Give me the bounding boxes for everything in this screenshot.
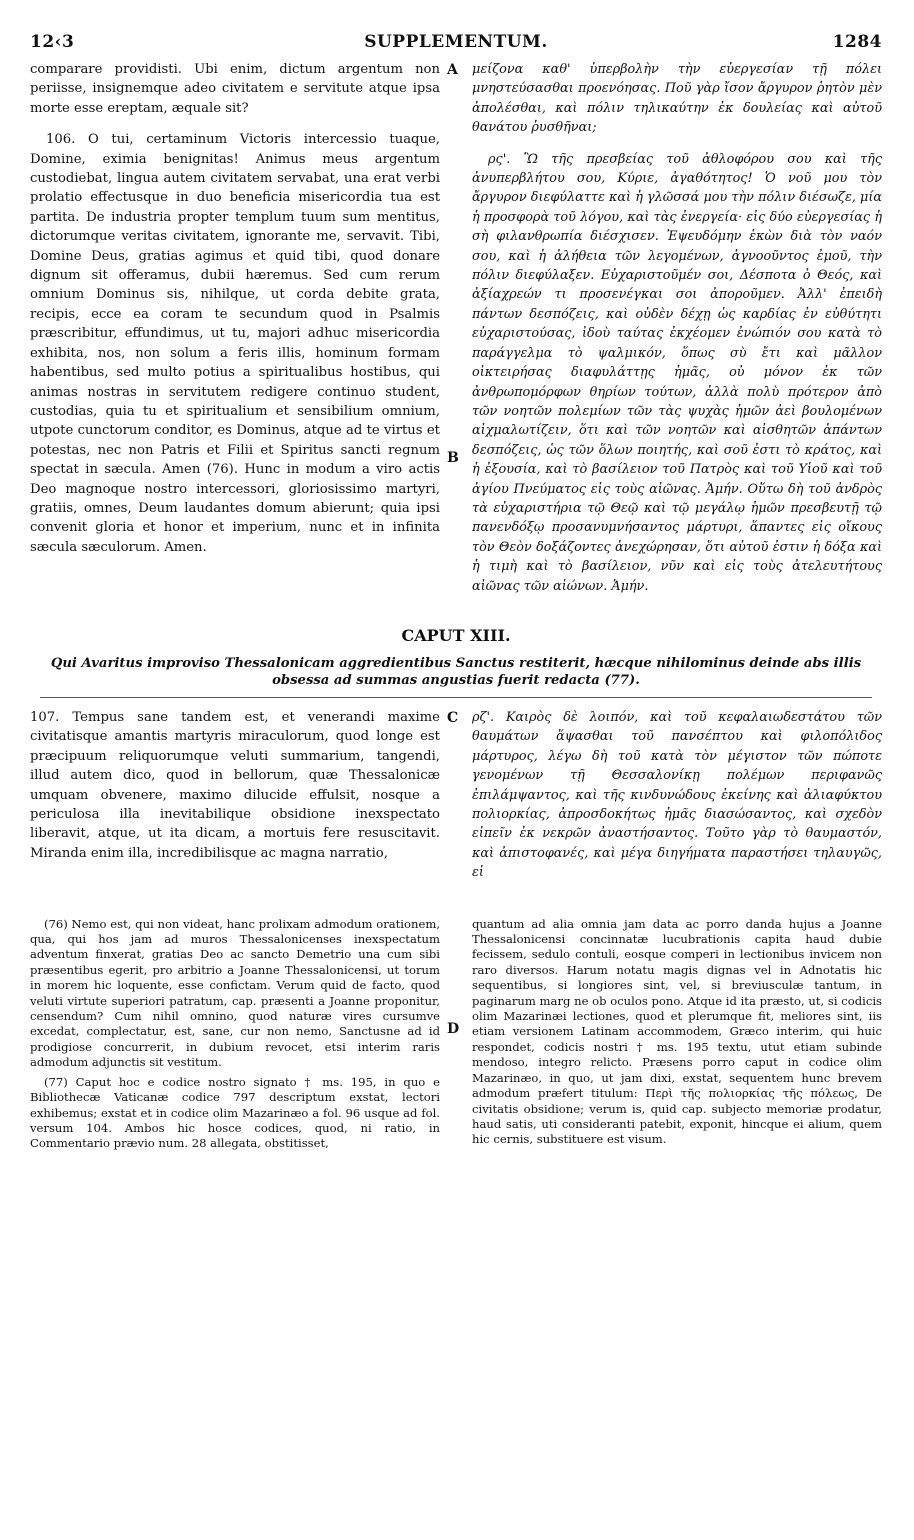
page-number-right: 1284 <box>832 32 882 52</box>
footnote-77: (77) Caput hoc e codice nostro signato † ms. 195, in quo e Bibliothecæ Vaticanæ codice 797 descriptum exstat, lectori exhibemus; exstat et in codice olim Mazarinæo a fol. 96 usque ad fol. versum 104. Ambos hic hosce codices, quod, ni ratio, in Commentario prævio num. 28 allegata, obstitisset, <box>30 1074 440 1151</box>
margin-marker-a: A <box>447 62 458 78</box>
page <box>30 32 882 1156</box>
greek-paragraph: ρς'. Ὢ τῆς πρεσβείας τοῦ ἀθλοφόρου σου καὶ τῆς ἀνυπερβλήτου σου, Κύριε, ἀγαθότητος! Ὁ νοῦ μου τὸν ἄργυρον διεφύλαττε καὶ ἡ γλῶσσά μου τὴν πόλιν διέσωζε, μία ἡ προσφορὰ τοῦ λόγου, καὶ τὰς ἐνεργεία· εἰς δύο εὐεργεσίας ἡ σὴ φιλανθρωπία διέσχισεν. Ἐψευδόμην ἑκὼν διὰ τὸν ναόν σου, καὶ ἡ ἀλήθεια τῶν λεγομένων, ἀγνοοῦντος ἐμοῦ, τὴν πόλιν διεφύλαξεν. Εὐχαριστοῦμέν σοι, Δέσποτα ὁ Θεός, καὶ ἀξίαχρεών τι προσενέγκαι σοι ἀποροῦμεν. Ἀλλ' ἐπειδὴ πάντων δεσπόζεις, καὶ οὐδὲν δέχῃ ὡς καρδίας ἐν εὐθύτητι εὐχαριστούσας, ἰδοὺ ταύτας ἐκχέομεν ἐνώπιόν σου κατὰ τὸ παράγγελμα τὸ ψαλμικόν, ὅπως σὺ ἔτι καὶ μᾶλλον οἰκτειρήσας διαφυλάττῃς ἡμᾶς, οὐ μόνον ἐκ τῶν ἀνθρωπομόρφων θηρίων τούτων, ἀλλὰ πολὺ πρότερον ἀπὸ τῶν νοητῶν πολεμίων τῶν τὰς ψυχὰς ἡμῶν ἀεὶ βουλομένων αἰχμαλωτίζειν, ὅτι καὶ τῶν νοητῶν καὶ αἰσθητῶν ἁπάντων δεσπόζεις, ὡς τῶν ὅλων ποιητής, καὶ σοῦ ἐστι τὸ κράτος, καὶ ἡ ἐξουσία, καὶ τὸ βασίλειον τοῦ Πατρὸς καὶ τοῦ Υἱοῦ καὶ τοῦ ἁγίου Πνεύματος εἰς τοὺς αἰῶνας. Ἀμήν. Οὕτω δὴ τοῦ ἀνδρὸς τὰ εὐχαριστήρια τῷ Θεῷ καὶ τῷ μεγάλῳ ἡμῶν πρεσβευτῇ τῷ πανενδόξῳ προσανυμνήσαντος μάρτυρι, ἅπαντες εἰς οἴκους τὸν Θεὸν δοξάζοντες ἀνεχώρησαν, ὅτι αὐτοῦ ἐστιν ἡ δόξα καὶ ἡ τιμὴ καὶ τὸ βασίλειον, νῦν καὶ εἰς τοὺς ἀτελευτήτους αἰῶνας τῶν αἰώνων. Ἀμήν. <box>472 151 882 594</box>
footnote-77-continued: quantum ad alia omnia jam data ac porro danda hujus a Joanne Thessalonicensi concinnatæ lucubrationis capita haud dubie fecissem, sedulo contuli, eosque comperi in lectionibus invicem non raro diversos. Harum notatu magis dignas vel in Adnotatis hic sequentibus, si longiores sint, vel, si breviusculæ tantum, in paginarum marg ne ob oculos pono. Atque id ita præsto, ut, si codicis olim Mazarinæi lectiones, quod et plerumque fit, meliores sint, iis etiam versionem Latinam accommodem, Græco interim, qui huic respondet, codicis nostri † ms. 195 textu, utut etiam subinde mendoso, integro relicto. Præsens porro caput in codice olim Mazarinæo, in quo, ut jam dixi, exstat, sequentem hunc brevem admodum præfert titulum: Περὶ τῆς πολιορκίας τῆς πόλεως, De civitatis obsidione; verum is, quid cap. subjecto memoriæ prodatur, haud satis, uti consideranti patebit, exponit, hincque ei alium, quem hic cernis, substituere est visum. <box>472 916 882 1147</box>
bottom-columns <box>30 708 882 895</box>
page-number-left: 12‹3 <box>30 32 75 52</box>
greek-paragraph: ρζ'. Καιρὸς δὲ λοιπόν, καὶ τοῦ κεφαλαιωδεστάτου τῶν θαυμάτων ἅψασθαι τοῦ πανσέπτου καὶ φιλοπόλιδος μάρτυρος, λέγω δὴ τοῦ κατὰ τὸν μέγιστον τῶν πώποτε γενομένων τῇ Θεσσαλονίκῃ πολέμων περιφανῶς ἐπιλάμψαντος, καὶ τῆς κινδυνώδους ἐκείνης καὶ ἀλιαφύκτου πολιορκίας, ἀπροσδοκήτως ἡμᾶς διασώσαντος, καὶ σχεδὸν εἰπεῖν ἐκ νεκρῶν ἀναστήσαντος. Τοῦτο γὰρ τὸ θαυμαστόν, καὶ ἀπιστοφανές, καὶ μέγα διηγήματα παραστήσει τηλαυγῶς, εἰ <box>472 709 882 881</box>
running-head <box>30 32 882 60</box>
margin-marker-d: D <box>447 1020 460 1037</box>
greek-paragraph: μείζονα καθ' ὑπερβολὴν τὴν εὐεργεσίαν τῇ πόλει μνηστεύσασθαι προενόησας. Ποῦ γὰρ ἴσον ἄργυρον ῥητὸν μὲν ἀπολέσθαι, καὶ πόλιν τηλικαύτην ἐκ δουλείας καὶ αὐτοῦ θανάτου ῥυσθῆναι; <box>472 62 882 136</box>
footnotes-left <box>30 917 440 1156</box>
running-title: SUPPLEMENTUM. <box>364 32 548 52</box>
greek-column-2 <box>472 708 882 895</box>
footnote-76: (76) Nemo est, qui non videat, hanc prolixam admodum orationem, qua, qui hos jam ad muros Thessalonicenses inexspectatum adventum finxerat, gratias Deo ac sancto Demetrio una cum sibi præsentibus egerit, pro arbitrio a Joanne Thessalonicensi, ut torum in morem hic loquente, esse confictam. Verum quid de facto, quod veluti virtute superiori patratum, cap. præsenti a Joanne proponitur, censendum? Cum nihil omnino, quod naturæ vires cursumve excedat, complectatur, est, sane, cur non nemo, Sanctusne ad id prodigiose concurrerit, in dubium revocet, etsi interim raris admodum adjunctis sit vestitum. <box>30 916 440 1070</box>
footnotes <box>30 917 882 1156</box>
margin-marker-c: C <box>447 709 459 726</box>
chapter-title: CAPUT XIII. <box>401 625 511 645</box>
chapter-summary: Qui Avaritus improviso Thessalonicam aggredientibus Sanctus restiterit, hæcque nihilominus deinde abs illis obsessa ad summas angustias fuerit redacta (77). <box>40 655 872 698</box>
latin-paragraph: 107. Tempus sane tandem est, et venerandi maxime civitatisque amantis martyris miraculorum, quod longe est præcipuum reliquorumque veluti summarium, tangendi, illud autem dico, quod in bellorum, quæ Thessalonicæ umquam obvenere, maximo dilucide effulsit, nosque a periculosa illa inevitabilique obsidione inexspectato liberavit, atque, ut ita dicam, a mortuis fere resuscitavit. Miranda enim illa, incredibilisque ac magna narratio, <box>30 709 440 861</box>
latin-column <box>30 60 440 608</box>
latin-column-2 <box>30 708 440 895</box>
top-columns <box>30 60 882 608</box>
latin-paragraph: comparare providisti. Ubi enim, dictum argentum non periisse, insignemque adeo civitatem e servitute atque ipsa morte esse ereptam, æquale sit? <box>30 62 440 116</box>
latin-paragraph: 106. O tui, certaminum Victoris intercessio tuaque, Domine, eximia benignitas! Animus meus argentum custodiebat, lingua autem civitatem servabat, una erat verbi prolatio effectusque in duo beneficia misericordia tua est partita. De industria propter templum tuum sum mentitus, dictorumque veritas civitatem, ignorante me, servavit. Tibi, Domine Deus, gratias agimus et quid tibi, quod donare dignum sit offeramus, dubii hæremus. Sed cum rerum omnium Dominus sis, nihilque, ut corda debite grata, recipis, ecce ea coram te secundum quod in Psalmis præscribitur, effundimus, ut tu, majori adhuc misericordia exhibita, nos, non solum a feris illis, hominum formam habentibus, sed multo potius a spiritualibus hostibus, qui animas nostras in servitutem redigere continuo student, custodias, quia tu et spiritualium et sensibilium omnium, utpote cunctorum conditor, es Dominus, atque ad te virtus et potestas, nec non Patris et Filii et Spiritus sancti regnum spectat in sæcula. Amen (76). Hunc in modum a viro actis Deo magnoque nostro intercessori, gloriosissimo martyri, gratiis, omnes, Deum laudantes domum abierunt; quia ipsi convenit gloria et honor et imperium, nunc et in infinita sæcula sæculorum. Amen. <box>30 132 440 555</box>
greek-column <box>472 60 882 608</box>
footnotes-right <box>472 917 882 1156</box>
margin-marker-b: B <box>447 450 459 466</box>
